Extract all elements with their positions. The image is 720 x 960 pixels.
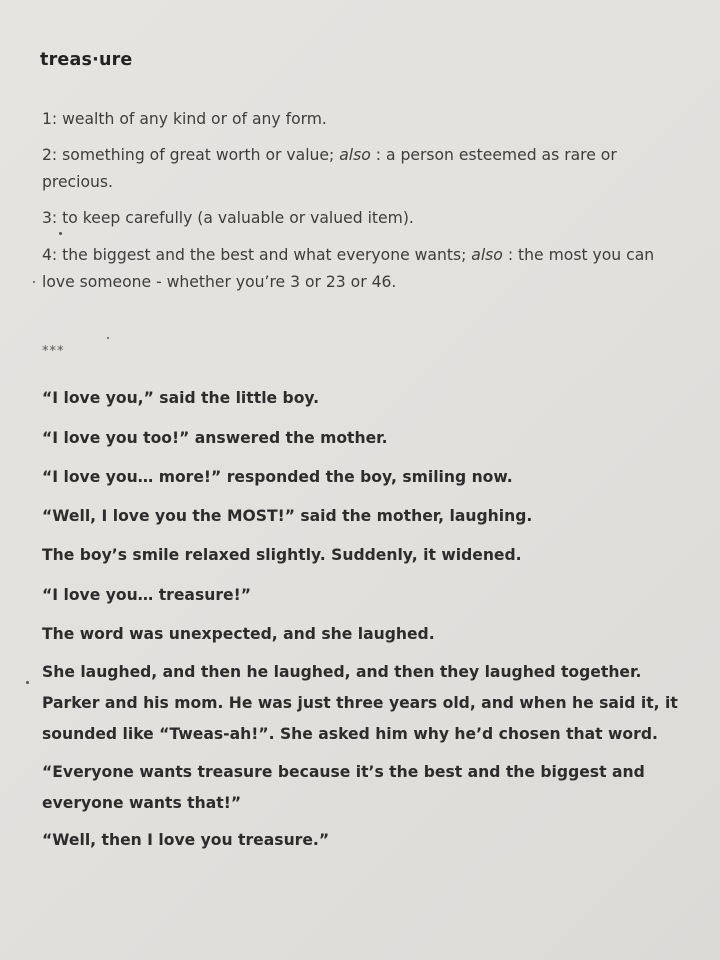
definition-text: to keep carefully (a valuable or valued item).	[62, 209, 414, 227]
paper-speck	[59, 232, 62, 235]
definition-4	[42, 242, 682, 296]
paper-speck	[26, 681, 29, 684]
story-paragraph: The boy’s smile relaxed slightly. Suddenly, it widened.	[42, 546, 522, 564]
section-separator: ***	[42, 344, 65, 359]
story-paragraph: “Well, I love you the MOST!” said the mother, laughing.	[42, 507, 533, 525]
story-paragraph: She laughed, and then he laughed, and then they laughed together. Parker and his mom. He was just three years old, and when he said it, it sounded like “Tweas-ah!”. She asked him why he’d chosen that word.	[42, 663, 678, 743]
story-paragraph: “I love you… treasure!”	[42, 586, 251, 604]
definition-number: 4:	[42, 246, 58, 264]
also-label: also	[339, 146, 371, 164]
definition-also-text: : a person esteemed as rare or precious.	[42, 146, 617, 191]
also-label: also	[471, 246, 503, 264]
definition-3	[42, 205, 682, 232]
definition-text: the biggest and the best and what everyone wants;	[62, 246, 467, 264]
definition-number: 1:	[42, 110, 58, 128]
paper-speck	[107, 337, 109, 339]
definition-2	[42, 142, 682, 196]
definition-1	[42, 106, 682, 133]
story-paragraph: “I love you,” said the little boy.	[42, 389, 320, 407]
definition-also-text: : the most you can love someone - whether you’re 3 or 23 or 46.	[42, 246, 655, 291]
definition-number: 3:	[42, 209, 58, 227]
story-paragraph: “I love you too!” answered the mother.	[42, 429, 388, 447]
definition-text: something of great worth or value;	[62, 146, 335, 164]
story-paragraph: The word was unexpected, and she laughed.	[42, 625, 435, 643]
paper-speck	[33, 281, 35, 283]
story-paragraph: “Everyone wants treasure because it’s the best and the biggest and everyone wants that!”	[42, 763, 645, 812]
headword: treas·ure	[40, 50, 133, 70]
definition-text: wealth of any kind or of any form.	[62, 110, 327, 128]
story-paragraph: “Well, then I love you treasure.”	[42, 831, 330, 849]
definition-number: 2:	[42, 146, 58, 164]
story-paragraph: “I love you… more!” responded the boy, smiling now.	[42, 468, 513, 486]
